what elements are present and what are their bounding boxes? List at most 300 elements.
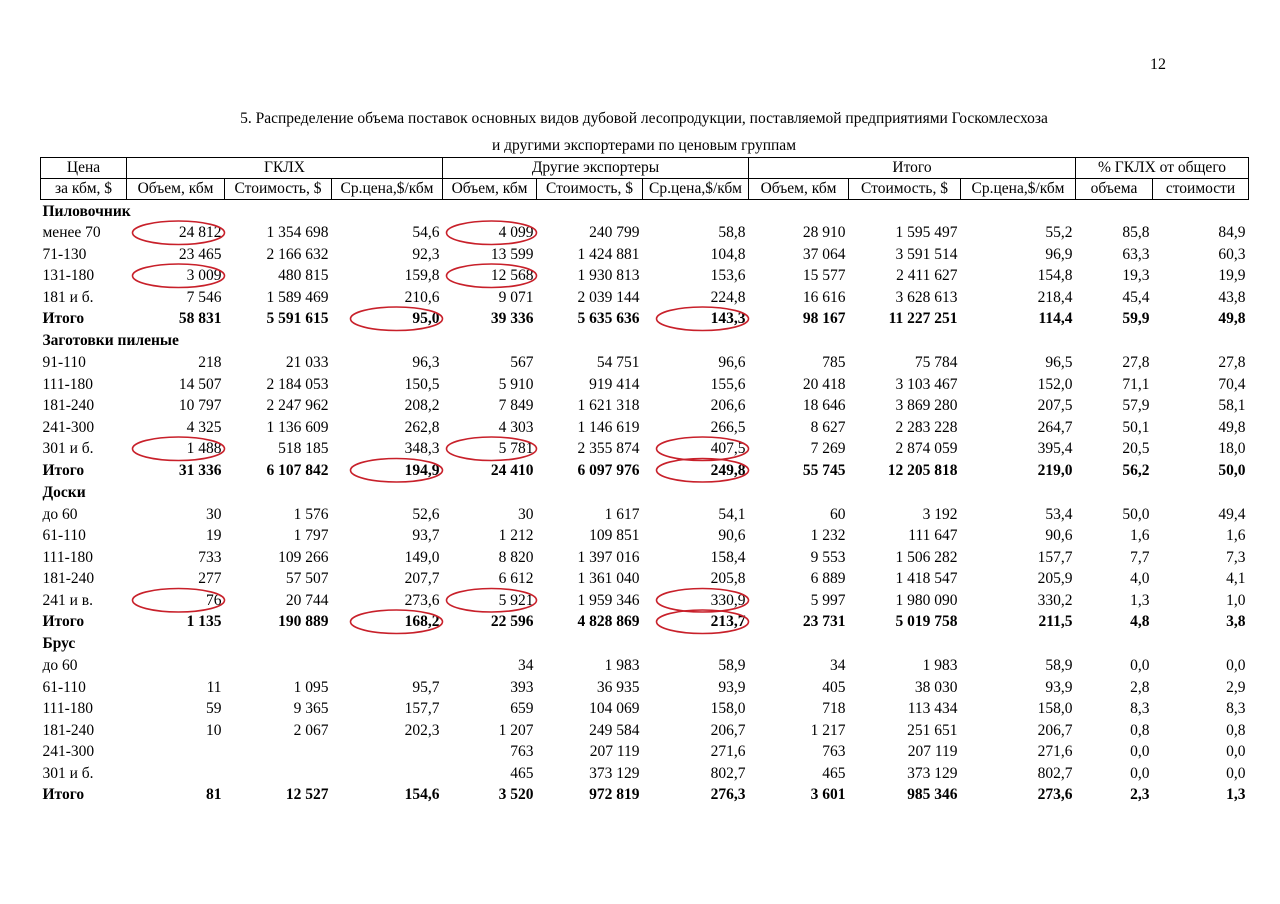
table-cell: 1 617	[604, 505, 640, 523]
table-cell: 1 983	[604, 657, 640, 675]
table-cell: 718	[822, 700, 846, 718]
table-cell: 262,8	[404, 418, 440, 436]
table-row	[41, 698, 1249, 720]
table-cell: 114,4	[1038, 310, 1073, 328]
table-cell: 24 410	[490, 461, 534, 479]
table-cell: 37 064	[802, 245, 846, 263]
total-label: Итого	[42, 310, 85, 328]
table-cell: 90,6	[1045, 527, 1073, 545]
table-cell: 1 488	[186, 440, 222, 458]
table-cell: 207 119	[907, 743, 958, 761]
table-cell: 49,8	[1218, 418, 1246, 436]
table-cell: 249,8	[710, 461, 746, 479]
price-range-cell: 61-110	[42, 678, 86, 696]
table-cell: 271,6	[710, 743, 746, 761]
table-cell: 50,0	[1122, 505, 1150, 523]
table-cell: 4,0	[1130, 570, 1150, 588]
table-cell: 58,1	[1218, 397, 1246, 415]
table-cell: 52,6	[412, 505, 440, 523]
table-cell: 158,4	[710, 548, 746, 566]
table-cell: 4,8	[1130, 613, 1150, 631]
header-sub: Объем, кбм	[127, 179, 225, 200]
section-header-row	[41, 633, 1249, 656]
price-range-cell: 181-240	[42, 570, 95, 588]
table-cell: 240 799	[589, 224, 640, 242]
table-cell: 5 910	[498, 375, 534, 393]
table-cell: 38 030	[914, 678, 958, 696]
table-cell: 54 751	[596, 354, 640, 372]
table-cell: 0,0	[1226, 743, 1246, 761]
table-cell	[225, 655, 332, 677]
table-row	[41, 244, 1249, 266]
table-cell: 3 591 514	[895, 245, 958, 263]
table-cell: 7 849	[498, 397, 534, 415]
table-cell: 373 129	[589, 764, 640, 782]
table-cell: 81	[206, 786, 222, 804]
table-cell: 34	[830, 657, 846, 675]
table-cell: 60	[830, 505, 846, 523]
table-cell: 1 135	[186, 613, 222, 631]
table-cell: 158,0	[710, 700, 746, 718]
table-cell: 205,8	[710, 570, 746, 588]
table-cell: 0,8	[1130, 721, 1150, 739]
table-cell: 6 889	[810, 570, 846, 588]
table-cell: 1,0	[1226, 591, 1246, 609]
page-number: 12	[1150, 56, 1166, 73]
table-cell: 152,0	[1037, 375, 1073, 393]
table-cell: 763	[510, 743, 534, 761]
table-row	[41, 741, 1249, 763]
table-cell: 4 325	[186, 418, 222, 436]
table-cell: 5 921	[498, 591, 534, 609]
table-cell: 16 616	[802, 288, 846, 306]
table-cell: 113 434	[907, 700, 958, 718]
table-cell: 3 869 280	[895, 397, 958, 415]
table-row	[41, 287, 1249, 309]
table-cell: 1 217	[810, 721, 846, 739]
table-cell: 972 819	[589, 786, 640, 804]
table-cell: 158,0	[1037, 700, 1073, 718]
table-cell: 143,3	[710, 310, 746, 328]
table-cell: 210,6	[404, 288, 440, 306]
table-cell: 9 071	[498, 288, 534, 306]
table-row	[41, 720, 1249, 742]
table-cell: 55 745	[802, 461, 846, 479]
table-cell: 1,3	[1226, 786, 1246, 804]
table-cell: 190 889	[278, 613, 329, 631]
table-cell: 49,4	[1218, 505, 1246, 523]
table-cell: 2 067	[293, 721, 329, 739]
header-price-unit: за кбм, $	[41, 179, 127, 200]
table-cell: 155,6	[710, 375, 746, 393]
table-cell: 27,8	[1122, 354, 1150, 372]
table-cell: 59	[206, 700, 222, 718]
table-cell: 8 627	[810, 418, 846, 436]
table-cell	[332, 763, 443, 785]
table-cell: 31 336	[178, 461, 222, 479]
table-cell: 3 601	[810, 786, 846, 804]
table-cell: 330,2	[1037, 591, 1073, 609]
table-cell	[127, 741, 225, 763]
table-cell: 54,1	[718, 505, 746, 523]
table-cell: 1 983	[922, 657, 958, 675]
table-cell	[225, 741, 332, 763]
table-cell: 207 119	[589, 743, 640, 761]
table-row	[41, 677, 1249, 699]
table-row	[41, 568, 1249, 590]
table-cell: 58,8	[718, 224, 746, 242]
table-cell: 28 910	[802, 224, 846, 242]
table-cell: 3 192	[922, 505, 958, 523]
table-cell: 4,1	[1226, 570, 1246, 588]
table-cell: 405	[822, 678, 846, 696]
table-cell: 207,5	[1037, 397, 1073, 415]
table-cell: 7 546	[186, 288, 222, 306]
table-cell: 1 506 282	[895, 548, 958, 566]
header-price: Цена	[41, 158, 127, 179]
header-row-sub	[41, 179, 1249, 200]
table-cell: 18,0	[1218, 440, 1246, 458]
table-cell: 1 576	[293, 505, 329, 523]
total-label: Итого	[42, 613, 85, 631]
table-cell: 157,7	[1037, 548, 1073, 566]
table-cell: 6 612	[498, 570, 534, 588]
table-cell: 211,5	[1038, 613, 1073, 631]
table-cell: 4 828 869	[577, 613, 640, 631]
table-cell: 58,9	[1045, 657, 1073, 675]
table-cell: 3 520	[498, 786, 534, 804]
table-row	[41, 525, 1249, 547]
table-cell: 39 336	[490, 310, 534, 328]
header-sub: Ср.цена,$/кбм	[961, 179, 1076, 200]
table-body	[41, 200, 1249, 806]
price-group-table	[40, 157, 1249, 806]
table-cell: 76	[206, 591, 222, 609]
table-cell: 53,4	[1045, 505, 1073, 523]
table-cell: 157,7	[404, 700, 440, 718]
table-cell: 104,8	[710, 245, 746, 263]
table-cell: 0,0	[1130, 657, 1150, 675]
table-cell: 3 103 467	[895, 375, 958, 393]
table-cell: 63,3	[1122, 245, 1150, 263]
table-cell: 208,2	[404, 397, 440, 415]
table-cell: 273,6	[1037, 786, 1073, 804]
table-cell: 802,7	[1037, 764, 1073, 782]
table-cell: 273,6	[404, 591, 440, 609]
price-range-cell: 181 и б.	[42, 288, 94, 306]
price-range-cell: 91-110	[42, 354, 86, 372]
table-cell: 465	[510, 764, 534, 782]
table-cell: 3 009	[186, 267, 222, 285]
table-cell: 57,9	[1122, 397, 1150, 415]
table-cell: 1 424 881	[577, 245, 640, 263]
table-cell: 393	[510, 678, 534, 696]
table-cell: 567	[510, 354, 534, 372]
section-header-row	[41, 200, 1249, 223]
table-cell: 11	[206, 678, 222, 696]
table-cell: 19,9	[1218, 267, 1246, 285]
table-cell: 1,6	[1130, 527, 1150, 545]
table-cell: 266,5	[710, 418, 746, 436]
table-cell: 58,9	[718, 657, 746, 675]
table-cell: 109 851	[589, 527, 640, 545]
table-cell: 249 584	[589, 721, 640, 739]
table-cell: 5 781	[498, 440, 534, 458]
table-cell: 251 651	[907, 721, 958, 739]
table-cell: 1 361 040	[577, 570, 640, 588]
table-cell: 763	[822, 743, 846, 761]
table-cell: 154,6	[404, 786, 440, 804]
table-cell: 111 647	[908, 527, 958, 545]
table-cell: 34	[518, 657, 534, 675]
table-cell: 58 831	[178, 310, 222, 328]
table-cell: 465	[822, 764, 846, 782]
section-title: Брус	[42, 635, 76, 653]
table-cell: 5 019 758	[895, 613, 958, 631]
table-cell: 3 628 613	[895, 288, 958, 306]
table-cell	[127, 655, 225, 677]
table-cell: 1 354 698	[266, 224, 329, 242]
table-cell: 19	[206, 527, 222, 545]
table-cell: 95,0	[412, 310, 440, 328]
table-cell: 104 069	[589, 700, 640, 718]
table-cell: 96,6	[718, 354, 746, 372]
total-row	[41, 611, 1249, 633]
table-cell: 4 303	[498, 418, 534, 436]
table-cell: 2 355 874	[577, 440, 640, 458]
price-range-cell: 181-240	[42, 721, 95, 739]
table-cell: 4 099	[498, 224, 534, 242]
section-title: Доски	[42, 483, 86, 501]
table-cell: 20 744	[285, 591, 329, 609]
table-cell: 0,0	[1130, 764, 1150, 782]
header-group-total: Итого	[749, 158, 1076, 179]
table-cell: 1 589 469	[266, 288, 329, 306]
table-cell: 205,9	[1037, 570, 1073, 588]
price-range-cell: до 60	[42, 657, 78, 675]
total-row	[41, 308, 1249, 330]
table-cell: 2,3	[1130, 786, 1150, 804]
table-cell: 9 553	[810, 548, 846, 566]
table-cell: 96,9	[1045, 245, 1073, 263]
table-cell: 43,8	[1218, 288, 1246, 306]
table-cell: 733	[198, 548, 222, 566]
table-cell: 802,7	[710, 764, 746, 782]
table-cell: 49,8	[1218, 310, 1246, 328]
table-cell: 45,4	[1122, 288, 1150, 306]
price-range-cell: 131-180	[42, 267, 95, 285]
table-cell: 18 646	[802, 397, 846, 415]
table-cell: 71,1	[1122, 375, 1150, 393]
table-title-line-1: 5. Распределение объема поставок основных видов дубовой лесопродукции, поставляемой предприятиями Госкомлесхоза	[240, 110, 1048, 127]
table-cell	[225, 763, 332, 785]
table-row	[41, 547, 1249, 569]
table-cell: 2 039 144	[577, 288, 640, 306]
table-cell: 0,0	[1130, 743, 1150, 761]
table-row	[41, 438, 1249, 460]
table-row	[41, 590, 1249, 612]
table-cell: 10 797	[178, 397, 222, 415]
table-cell: 1 095	[293, 678, 329, 696]
table-cell: 224,8	[710, 288, 746, 306]
header-sub: Объем, кбм	[443, 179, 537, 200]
table-cell: 985 346	[907, 786, 958, 804]
table-cell: 84,9	[1218, 224, 1246, 242]
table-cell: 0,8	[1226, 721, 1246, 739]
table-cell: 92,3	[412, 245, 440, 263]
table-cell: 109 266	[278, 548, 329, 566]
table-cell: 6 107 842	[266, 461, 329, 479]
table-cell: 93,9	[1045, 678, 1073, 696]
table-cell: 1 959 346	[577, 591, 640, 609]
table-cell: 57 507	[285, 570, 329, 588]
table-cell: 11 227 251	[888, 310, 958, 328]
total-label: Итого	[42, 461, 85, 479]
table-cell: 1 397 016	[577, 548, 640, 566]
header-row-groups	[41, 158, 1249, 179]
table-row	[41, 352, 1249, 374]
table-cell: 168,2	[404, 613, 440, 631]
table-cell: 3,8	[1226, 613, 1246, 631]
table-cell: 96,5	[1045, 354, 1073, 372]
table-cell: 2 411 627	[896, 267, 958, 285]
table-cell: 5 635 636	[577, 310, 640, 328]
table-cell: 12 568	[490, 267, 534, 285]
header-group-percent: % ГКЛХ от общего	[1076, 158, 1249, 179]
table-cell: 7,3	[1226, 548, 1246, 566]
table-cell: 1 797	[293, 527, 329, 545]
table-cell: 206,6	[710, 397, 746, 415]
table-cell: 10	[206, 721, 222, 739]
price-range-cell: менее 70	[42, 224, 101, 242]
price-range-cell: 111-180	[42, 375, 94, 393]
table-row	[41, 655, 1249, 677]
table-row	[41, 265, 1249, 287]
table-cell: 70,4	[1218, 375, 1246, 393]
table-cell	[332, 741, 443, 763]
table-cell: 5 591 615	[266, 310, 329, 328]
table-cell: 30	[518, 505, 534, 523]
table-cell: 348,3	[404, 440, 440, 458]
header-sub: стоимости	[1153, 179, 1249, 200]
table-cell	[332, 655, 443, 677]
table-cell: 20 418	[802, 375, 846, 393]
table-row	[41, 504, 1249, 526]
table-cell: 659	[510, 700, 534, 718]
total-row	[41, 784, 1249, 806]
table-cell: 218,4	[1037, 288, 1073, 306]
table-cell: 0,0	[1226, 657, 1246, 675]
table-cell: 2 184 053	[266, 375, 329, 393]
table-cell: 2,8	[1130, 678, 1150, 696]
table-cell: 9 365	[293, 700, 329, 718]
header-sub: объема	[1076, 179, 1153, 200]
table-cell: 1,6	[1226, 527, 1246, 545]
table-cell: 85,8	[1122, 224, 1150, 242]
table-cell: 159,8	[404, 267, 440, 285]
table-cell: 150,5	[404, 375, 440, 393]
table-cell: 19,3	[1122, 267, 1150, 285]
table-cell: 75 784	[914, 354, 958, 372]
table-cell: 95,7	[412, 678, 440, 696]
table-cell: 12 527	[285, 786, 329, 804]
table-cell: 14 507	[178, 375, 222, 393]
table-cell: 20,5	[1122, 440, 1150, 458]
table-cell: 2 166 632	[266, 245, 329, 263]
table-cell: 8 820	[498, 548, 534, 566]
table-cell: 2 874 059	[895, 440, 958, 458]
total-label: Итого	[42, 786, 85, 804]
table-cell: 30	[206, 505, 222, 523]
table-cell: 54,6	[412, 224, 440, 242]
table-cell: 330,9	[710, 591, 746, 609]
table-cell: 27,8	[1218, 354, 1246, 372]
table-row	[41, 763, 1249, 785]
table-cell: 56,2	[1122, 461, 1150, 479]
table-cell: 98 167	[802, 310, 846, 328]
table-row	[41, 222, 1249, 244]
table-cell: 15 577	[802, 267, 846, 285]
table-cell: 93,9	[718, 678, 746, 696]
table-cell: 23 465	[178, 245, 222, 263]
table-cell: 154,8	[1037, 267, 1073, 285]
table-cell: 518 185	[278, 440, 329, 458]
table-cell: 1,3	[1130, 591, 1150, 609]
table-cell: 59,9	[1122, 310, 1150, 328]
table-cell: 7 269	[810, 440, 846, 458]
price-range-cell: 181-240	[42, 397, 95, 415]
table-cell: 1 930 813	[577, 267, 640, 285]
header-group-gklh: ГКЛХ	[127, 158, 443, 179]
price-range-cell: 301 и б.	[42, 764, 94, 782]
table-cell: 23 731	[802, 613, 846, 631]
price-range-cell: 71-130	[42, 245, 87, 263]
table-cell: 407,5	[710, 440, 746, 458]
table-cell: 149,0	[404, 548, 440, 566]
table-cell: 90,6	[718, 527, 746, 545]
table-cell: 55,2	[1045, 224, 1073, 242]
price-range-cell: 301 и б.	[42, 440, 94, 458]
header-sub: Стоимость, $	[225, 179, 332, 200]
table-cell: 8,3	[1130, 700, 1150, 718]
table-cell: 194,9	[404, 461, 440, 479]
price-range-cell: 241 и в.	[42, 591, 93, 609]
table-cell: 1 595 497	[895, 224, 958, 242]
price-range-cell: 111-180	[42, 700, 94, 718]
table-cell: 395,4	[1037, 440, 1073, 458]
table-cell: 7,7	[1130, 548, 1150, 566]
table-cell: 271,6	[1037, 743, 1073, 761]
table-cell: 153,6	[710, 267, 746, 285]
table-row	[41, 417, 1249, 439]
table-cell: 219,0	[1037, 461, 1073, 479]
table-cell: 1 146 619	[577, 418, 640, 436]
table-cell: 21 033	[285, 354, 329, 372]
section-title: Пиловочник	[42, 202, 131, 220]
section-header-row	[41, 481, 1249, 504]
header-sub: Стоимость, $	[537, 179, 643, 200]
table-cell: 13 599	[490, 245, 534, 263]
table-cell: 2,9	[1226, 678, 1246, 696]
table-cell: 276,3	[710, 786, 746, 804]
table-cell: 1 212	[498, 527, 534, 545]
table-cell: 1 232	[810, 527, 846, 545]
price-range-cell: до 60	[42, 505, 78, 523]
table-cell: 277	[198, 570, 222, 588]
table-cell: 202,3	[404, 721, 440, 739]
price-range-cell: 241-300	[42, 743, 95, 761]
section-title: Заготовки пиленые	[42, 332, 179, 350]
